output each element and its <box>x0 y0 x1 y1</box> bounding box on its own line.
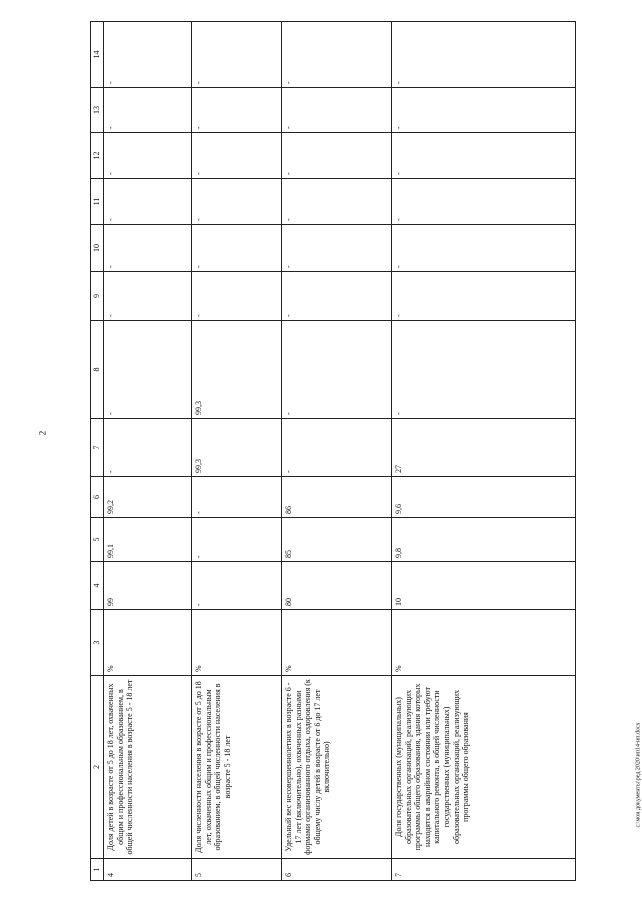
row-number: 5 <box>192 859 282 881</box>
column-header: 8 <box>91 321 104 419</box>
value-cell: - <box>192 272 282 321</box>
table-row <box>192 22 282 881</box>
value-cell: - <box>282 179 392 225</box>
column-header: 7 <box>91 419 104 477</box>
indicator-name: Доля детей в возрасте от 5 до 18 лет, охваченных общим и профессиональным образованием, в общей численности населения в возрасте 5 - 18 лет <box>104 676 192 859</box>
value-cell: - <box>392 133 576 179</box>
value-cell: - <box>282 225 392 272</box>
row-number: 6 <box>282 859 392 881</box>
value-cell: - <box>192 133 282 179</box>
value-cell: - <box>104 321 192 419</box>
header-row <box>91 22 104 881</box>
value-cell: - <box>192 225 282 272</box>
value-cell: - <box>104 272 192 321</box>
table-row <box>282 22 392 881</box>
value-cell: 99,3 <box>192 419 282 477</box>
value-cell: - <box>192 477 282 518</box>
value-cell: - <box>392 179 576 225</box>
value-cell: 86 <box>282 477 392 518</box>
column-header: 4 <box>91 562 104 610</box>
value-cell: - <box>392 225 576 272</box>
value-cell: - <box>282 321 392 419</box>
value-cell: - <box>282 419 392 477</box>
value-cell: - <box>104 419 192 477</box>
column-header: 1 <box>91 859 104 881</box>
indicator-name: Удельный вес несовершеннолетних в возрасте 6 - 17 лет (включительно), охваченных разными формами организованного отдыха, оздоровления (к общему числу детей в возрасте от 6 до 17 лет включительно) <box>282 676 392 859</box>
footer-file-path: c:\мои документы\ред 2020\ип14-ип.docx <box>635 722 642 828</box>
value-cell: - <box>192 518 282 562</box>
value-cell: - <box>392 22 576 88</box>
value-cell: - <box>104 88 192 133</box>
value-cell: - <box>392 321 576 419</box>
indicator-table-container <box>90 22 576 881</box>
value-cell: - <box>192 179 282 225</box>
value-cell: 99,3 <box>192 321 282 419</box>
indicator-table <box>90 21 576 881</box>
value-cell: - <box>282 22 392 88</box>
value-cell: 85 <box>282 518 392 562</box>
column-header: 9 <box>91 272 104 321</box>
unit-cell: % <box>392 610 576 676</box>
table-row <box>392 22 576 881</box>
indicator-name: Доля численности населения в возрасте от 5 до 18 лет, охваченных общим и профессиональным образованием, в общей численности населения в возрасте 5 - 18 лет <box>192 676 282 859</box>
value-cell: - <box>104 22 192 88</box>
column-header: 2 <box>91 676 104 859</box>
unit-cell: % <box>282 610 392 676</box>
column-header: 5 <box>91 518 104 562</box>
column-header: 10 <box>91 225 104 272</box>
unit-cell: % <box>104 610 192 676</box>
column-header: 11 <box>91 179 104 225</box>
row-number: 4 <box>104 859 192 881</box>
value-cell: 9,6 <box>392 477 576 518</box>
column-header: 6 <box>91 477 104 518</box>
value-cell: - <box>282 88 392 133</box>
value-cell: 99,2 <box>104 477 192 518</box>
page-number: 2 <box>37 430 48 436</box>
column-header: 3 <box>91 610 104 676</box>
value-cell: - <box>192 562 282 610</box>
table-row <box>104 22 192 881</box>
value-cell: 27 <box>392 419 576 477</box>
value-cell: - <box>192 88 282 133</box>
value-cell: 10 <box>392 562 576 610</box>
value-cell: - <box>104 133 192 179</box>
value-cell: - <box>282 133 392 179</box>
value-cell: - <box>104 179 192 225</box>
value-cell: - <box>104 225 192 272</box>
column-header: 14 <box>91 22 104 88</box>
value-cell: 80 <box>282 562 392 610</box>
value-cell: 9,8 <box>392 518 576 562</box>
value-cell: - <box>392 272 576 321</box>
value-cell: 99,1 <box>104 518 192 562</box>
indicator-name: Доля государственных (муниципальных) образовательных организаций, реализующих программы общего образования, здания которых находятся в аварийном состоянии или требуют капитального ремонта, в общей численности государственных (муниципальных) образовательных организаций, реализующих программы общего образования <box>392 676 576 859</box>
column-header: 13 <box>91 88 104 133</box>
value-cell: 99 <box>104 562 192 610</box>
value-cell: - <box>192 22 282 88</box>
row-number: 7 <box>392 859 576 881</box>
unit-cell: % <box>192 610 282 676</box>
value-cell: - <box>392 88 576 133</box>
column-header: 12 <box>91 133 104 179</box>
value-cell: - <box>282 272 392 321</box>
